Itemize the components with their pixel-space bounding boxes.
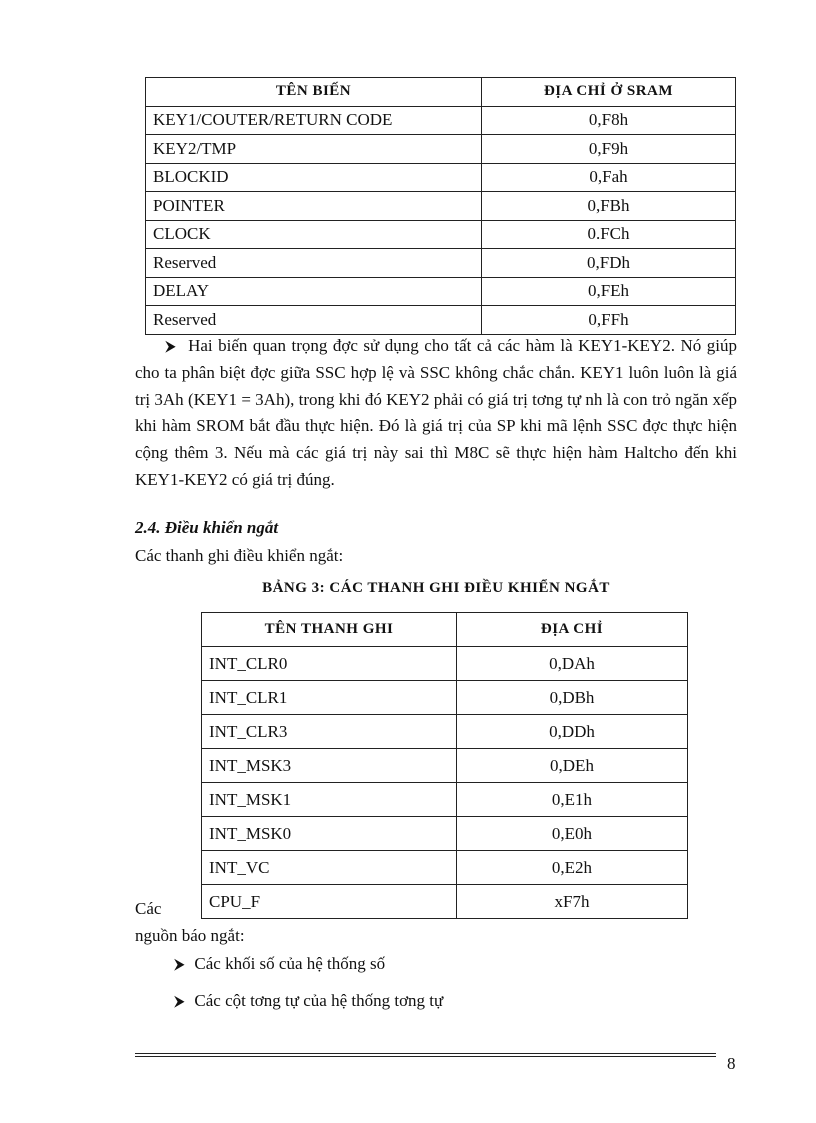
cell-address: 0,FDh [482,249,736,278]
cell-address: 0,FEh [482,277,736,306]
table-row [146,106,736,135]
cell-address: 0,DBh [457,681,688,715]
cell-name: POINTER [146,192,482,221]
header-register-name: TÊN THANH GHI [202,613,457,647]
table-row [202,715,688,749]
bullet-text: Các khối số của hệ thống số [194,954,386,973]
cell-address: 0,E2h [457,851,688,885]
cell-name: CLOCK [146,220,482,249]
bullet-item [174,954,385,974]
sources-word: Các [135,899,162,918]
cell-name: INT_CLR0 [202,647,457,681]
cell-address: 0,E1h [457,783,688,817]
cell-name: INT_MSK3 [202,749,457,783]
table-row [146,163,736,192]
bullet-item [174,991,443,1011]
cell-address: 0,DDh [457,715,688,749]
bullet-text: Các cột tơng tự của hệ thống tơng tự [194,991,444,1010]
table-row [146,192,736,221]
table-caption: BẢNG 3: CÁC THANH GHI ĐIỀU KHIỂN NGẮT [262,580,610,596]
sources-label: nguồn báo ngắt: [135,926,245,945]
cell-name: KEY1/COUTER/RETURN CODE [146,106,482,135]
table-row [202,647,688,681]
cell-address: 0,Fah [482,163,736,192]
cell-name: KEY2/TMP [146,135,482,164]
cell-address: 0,E0h [457,817,688,851]
table-row [146,220,736,249]
sram-variable-table [145,77,736,335]
table-row [202,749,688,783]
section-heading: 2.4. Điều khiển ngắt [135,518,279,537]
table-row [146,135,736,164]
header-variable-name: TÊN BIẾN [146,78,482,107]
cell-address: 0,F9h [482,135,736,164]
intro-line: Các thanh ghi điều khiển ngắt: [135,546,344,565]
table-header-row [202,613,688,647]
cell-address: 0,DEh [457,749,688,783]
table-row [146,249,736,278]
cell-name: Reserved [146,306,482,335]
table-row [202,681,688,715]
cell-address: 0,FFh [482,306,736,335]
paragraph-text: Hai biến quan trọng đợc sử dụng cho tất cả các hàm là KEY1-KEY2. Nó giúp cho ta phân biệt đợc giữa SSC hợp lệ và SSC không chắc chắn. KEY1 luôn luôn là giá trị 3Ah (KEY1 = 3Ah), trong khi đó KEY2 phải có giá trị tơng tự nh là con trỏ ngăn xếp khi hàm SROM bắt đầu thực hiện. Đó là giá trị của SP khi mã lệnh SSC đợc thực hiện cộng thêm 3. Nếu mà các giá trị này sai thì M8C sẽ thực hiện hàm Haltcho đến khi KEY1-KEY2 có giá trị đúng. [135,336,737,489]
table-row [202,885,688,919]
cell-name: INT_CLR1 [202,681,457,715]
cell-address: 0,FBh [482,192,736,221]
arrow-bullet-icon: ⮞ [174,955,195,973]
arrow-bullet-icon: ⮞ [174,992,195,1010]
table-row [146,277,736,306]
cell-name: INT_MSK1 [202,783,457,817]
header-address: ĐỊA CHỈ [457,613,688,647]
footer-rule [135,1053,716,1054]
footer-rule [135,1056,716,1057]
cell-name: INT_MSK0 [202,817,457,851]
interrupt-register-table [201,612,688,919]
cell-address: 0,DAh [457,647,688,681]
table-row [146,306,736,335]
table-row [202,783,688,817]
cell-name: INT_VC [202,851,457,885]
table-header-row [146,78,736,107]
cell-address: 0.FCh [482,220,736,249]
body-paragraph [135,333,737,494]
cell-name: INT_CLR3 [202,715,457,749]
table-row [202,817,688,851]
cell-name: CPU_F [202,885,457,919]
cell-name: Reserved [146,249,482,278]
cell-name: DELAY [146,277,482,306]
table-row [202,851,688,885]
page-number: 8 [727,1054,736,1073]
cell-name: BLOCKID [146,163,482,192]
arrow-bullet-icon: ⮞ [135,337,189,355]
cell-address: xF7h [457,885,688,919]
header-sram-address: ĐỊA CHỈ Ở SRAM [482,78,736,107]
cell-address: 0,F8h [482,106,736,135]
